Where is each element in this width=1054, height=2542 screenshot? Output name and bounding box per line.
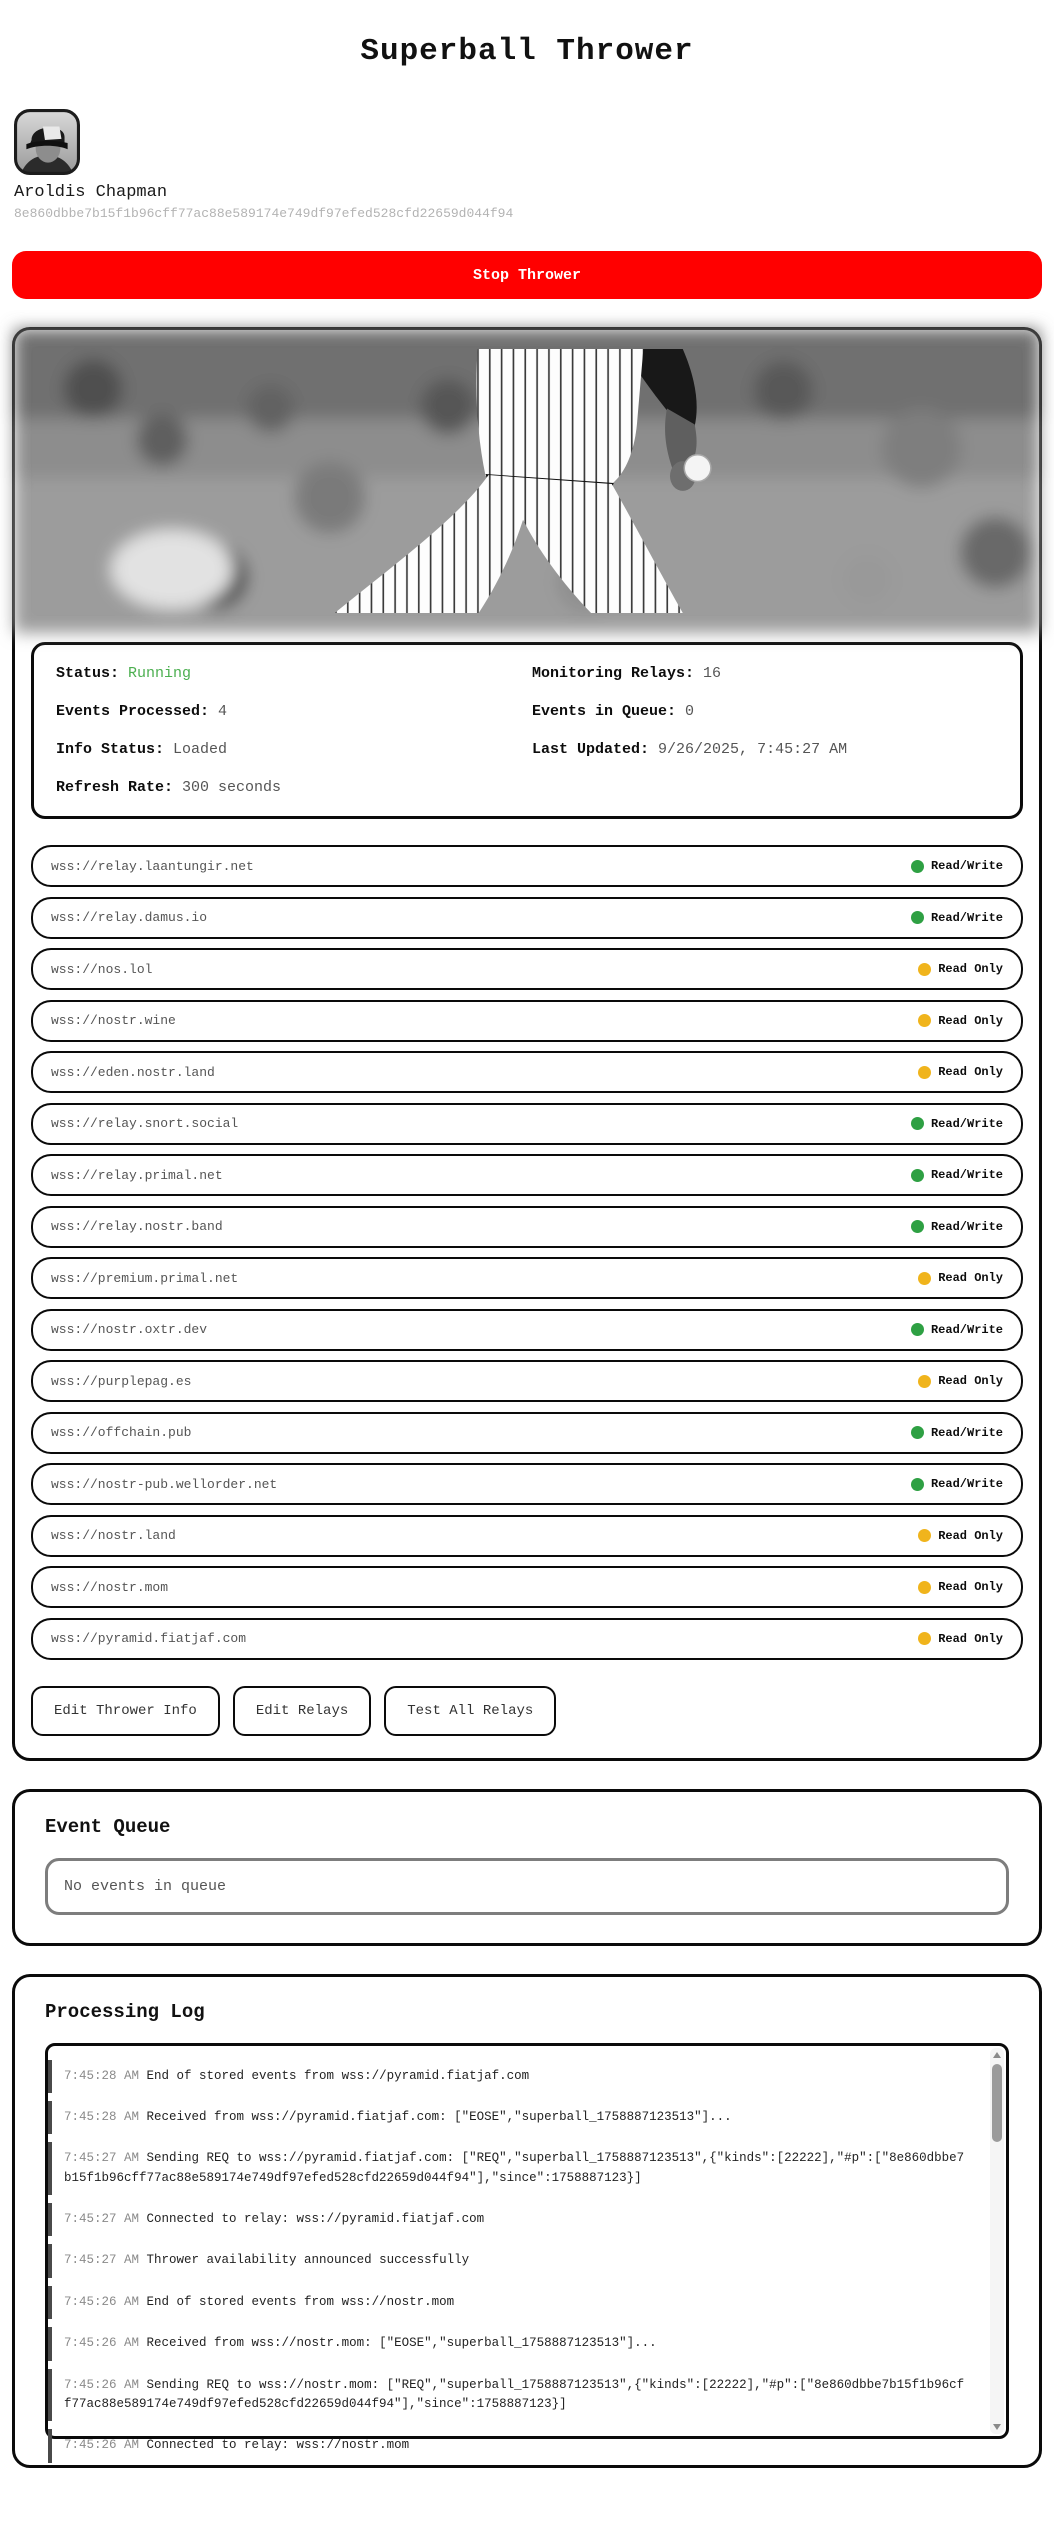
relay-status-dot-icon — [918, 963, 931, 976]
log-message: Connected to relay: wss://nostr.mom — [146, 2438, 410, 2453]
scrollbar-up-arrow-icon[interactable] — [993, 2052, 1001, 2058]
log-entry — [48, 2327, 980, 2360]
status-field — [56, 779, 522, 796]
processing-log-panel — [12, 1974, 1042, 2468]
relay-access-label: Read Only — [938, 962, 1003, 976]
status-value: 16 — [703, 665, 722, 682]
log-entry — [48, 2101, 980, 2134]
log-entry — [48, 2429, 980, 2462]
relay-url: wss://relay.snort.social — [51, 1116, 239, 1131]
relay-row — [31, 1257, 1023, 1299]
relay-row — [31, 1000, 1023, 1042]
log-message: Received from wss://nostr.mom: ["EOSE","superball_1758887123513"]... — [146, 2336, 657, 2351]
status-field — [532, 741, 998, 758]
log-message: End of stored events from wss://nostr.mom — [146, 2294, 455, 2309]
relay-access-label: Read/Write — [930, 1322, 1003, 1337]
event-queue-panel — [12, 1789, 1042, 1946]
log-entry — [48, 2369, 980, 2422]
profile-name: Aroldis Chapman — [14, 183, 168, 202]
log-message: Thrower availability announced successfully — [146, 2253, 470, 2268]
relay-status-badge — [911, 1477, 1003, 1491]
log-entry — [48, 2142, 980, 2195]
relay-status-badge — [918, 1632, 1003, 1646]
status-label: Info Status: — [56, 741, 165, 758]
relay-url: wss://premium.primal.net — [51, 1270, 239, 1286]
relay-row — [31, 1515, 1023, 1557]
edit-relays-button[interactable]: Edit Relays — [233, 1686, 371, 1736]
relay-row — [31, 897, 1023, 939]
log-message: End of stored events from wss://pyramid.fiatjaf.com — [146, 2068, 530, 2083]
relay-url: wss://nostr.wine — [51, 1013, 176, 1028]
relay-row — [31, 1566, 1023, 1608]
relay-access-label: Read Only — [938, 1580, 1003, 1594]
status-field — [56, 741, 522, 758]
relay-status-dot-icon — [918, 1066, 931, 1079]
relay-status-badge — [918, 1529, 1003, 1543]
status-label: Events Processed: — [56, 703, 210, 720]
log-timestamp: 7:45:28 AM — [64, 2068, 140, 2083]
processing-log-heading: Processing Log — [45, 2000, 205, 2023]
relay-access-label: Read/Write — [930, 1425, 1003, 1440]
log-entry — [48, 2060, 980, 2093]
relay-row — [31, 1206, 1023, 1248]
relay-access-label: Read/Write — [930, 910, 1003, 925]
relay-status-dot-icon — [918, 1014, 931, 1027]
relay-access-label: Read/Write — [930, 1168, 1003, 1182]
relay-access-label: Read Only — [938, 1528, 1003, 1543]
relay-status-badge — [911, 1220, 1003, 1234]
relay-status-dot-icon — [918, 1632, 931, 1645]
relay-status-badge — [918, 1374, 1003, 1388]
status-label: Refresh Rate: — [56, 779, 174, 796]
relay-access-label: Read/Write — [930, 1116, 1003, 1131]
relay-url: wss://nostr.mom — [51, 1579, 169, 1595]
test-all-relays-button[interactable]: Test All Relays — [384, 1686, 556, 1736]
log-timestamp: 7:45:27 AM — [64, 2253, 140, 2268]
relay-row — [31, 948, 1023, 990]
log-message: Received from wss://pyramid.fiatjaf.com: ["EOSE","superball_1758887123513"]... — [146, 2109, 732, 2124]
log-scrollbar[interactable] — [990, 2048, 1004, 2434]
status-value: 0 — [685, 703, 695, 720]
relay-status-badge — [911, 1117, 1003, 1131]
relay-status-badge — [918, 1014, 1003, 1028]
status-label: Monitoring Relays: — [532, 665, 695, 682]
status-value: 9/26/2025, 7:45:27 AM — [658, 741, 848, 758]
log-timestamp: 7:45:26 AM — [64, 2438, 140, 2453]
relay-url: wss://nos.lol — [51, 961, 153, 977]
relay-row — [31, 1360, 1023, 1402]
relay-status-dot-icon — [918, 1272, 931, 1285]
relay-status-badge — [918, 962, 1003, 976]
panel-actions — [31, 1686, 1023, 1736]
status-field — [532, 665, 998, 682]
log-timestamp: 7:45:26 AM — [64, 2377, 140, 2392]
relay-access-label: Read/Write — [930, 859, 1003, 873]
relay-url: wss://offchain.pub — [51, 1425, 192, 1440]
relay-url: wss://relay.primal.net — [51, 1167, 223, 1183]
scrollbar-down-arrow-icon[interactable] — [993, 2424, 1001, 2430]
status-label: Events in Queue: — [532, 703, 677, 720]
log-entry — [48, 2203, 980, 2236]
relay-row — [31, 1309, 1023, 1351]
relay-url: wss://relay.nostr.band — [51, 1219, 223, 1234]
avatar — [14, 109, 80, 175]
relay-status-dot-icon — [911, 1220, 924, 1233]
processing-log-scroll-area[interactable] — [45, 2043, 1009, 2453]
profile-block — [14, 109, 1040, 221]
scrollbar-thumb[interactable] — [992, 2064, 1002, 2142]
relay-url: wss://nostr.land — [51, 1528, 176, 1543]
status-value: 4 — [218, 703, 228, 720]
relay-access-label: Read Only — [938, 1374, 1003, 1388]
relay-status-dot-icon — [918, 1375, 931, 1388]
relay-status-badge — [911, 1323, 1003, 1337]
relay-url: wss://relay.damus.io — [51, 910, 208, 925]
relay-status-badge — [911, 1168, 1003, 1182]
relay-status-badge — [918, 1271, 1003, 1285]
relay-access-label: Read Only — [938, 1065, 1003, 1079]
pitcher-photo-image — [34, 349, 1020, 613]
profile-pubkey: 8e860dbbe7b15f1b96cff77ac88e589174e749df97efed528cfd22659d044f94 — [14, 206, 514, 221]
relay-access-label: Read Only — [938, 1631, 1003, 1646]
event-queue-heading: Event Queue — [45, 1815, 171, 1838]
relay-status-dot-icon — [918, 1529, 931, 1542]
relay-status-badge — [911, 859, 1003, 873]
log-timestamp: 7:45:27 AM — [64, 2151, 140, 2166]
status-value: Running — [128, 665, 192, 682]
relay-url: wss://relay.laantungir.net — [51, 858, 254, 874]
relay-url: wss://pyramid.fiatjaf.com — [51, 1631, 247, 1646]
status-label: Last Updated: — [532, 741, 650, 758]
status-field — [56, 703, 522, 720]
log-timestamp: 7:45:26 AM — [64, 2336, 140, 2351]
relay-status-badge — [918, 1580, 1003, 1594]
avatar-photo-icon — [14, 109, 80, 175]
status-value: 300 seconds — [182, 779, 282, 796]
log-message: Connected to relay: wss://pyramid.fiatjaf.com — [146, 2212, 485, 2226]
log-entry — [48, 2244, 980, 2277]
status-field — [532, 703, 998, 720]
relay-status-dot-icon — [918, 1581, 931, 1594]
relay-row — [31, 845, 1023, 887]
relay-status-badge — [918, 1065, 1003, 1079]
relay-row — [31, 1463, 1023, 1505]
log-message: Sending REQ to wss://nostr.mom: ["REQ","superball_1758887123513",{"kinds":[22222],"#p":["8e860dbbe7b15f1b96cff77ac88e589174e749df97efed528cfd22659d044f94"],"since":1758887123}] — [64, 2377, 965, 2411]
relay-access-label: Read/Write — [930, 1477, 1003, 1491]
relay-status-dot-icon — [911, 1169, 924, 1182]
relay-status-dot-icon — [911, 1426, 924, 1439]
relay-url: wss://nostr.oxtr.dev — [51, 1322, 208, 1337]
relay-access-label: Read Only — [938, 1013, 1003, 1028]
edit-thrower-info-button[interactable]: Edit Thrower Info — [31, 1686, 220, 1736]
stop-thrower-button[interactable]: Stop Thrower — [12, 251, 1042, 299]
relay-url: wss://nostr-pub.wellorder.net — [51, 1476, 278, 1492]
thrower-panel — [12, 327, 1042, 1761]
relay-row — [31, 1103, 1023, 1145]
relay-access-label: Read/Write — [930, 1219, 1003, 1234]
relay-url: wss://eden.nostr.land — [51, 1064, 215, 1080]
relay-access-label: Read Only — [938, 1271, 1003, 1285]
status-value: Loaded — [173, 741, 228, 758]
relay-list — [31, 845, 1023, 1660]
log-timestamp: 7:45:28 AM — [64, 2109, 140, 2124]
relay-status-dot-icon — [911, 1478, 924, 1491]
status-panel — [31, 642, 1023, 819]
relay-status-dot-icon — [911, 1117, 924, 1130]
relay-status-dot-icon — [911, 860, 924, 873]
log-message: Sending REQ to wss://pyramid.fiatjaf.com: ["REQ","superball_1758887123513",{"kinds":[22222],"#p":["8e860dbbe7b15f1b96cff77ac88e589174e749df97efed528cfd22659d044f94"],"since":1758887123}] — [64, 2151, 965, 2185]
pitcher-photo — [31, 346, 1023, 616]
event-queue-empty-message: No events in queue — [45, 1858, 1009, 1915]
log-timestamp: 7:45:27 AM — [64, 2212, 140, 2226]
relay-row — [31, 1154, 1023, 1196]
relay-status-badge — [911, 1426, 1003, 1440]
relay-row — [31, 1618, 1023, 1660]
page-title: Superball Thrower — [360, 34, 694, 69]
relay-url: wss://purplepag.es — [51, 1373, 192, 1389]
relay-status-dot-icon — [911, 911, 924, 924]
status-field — [56, 665, 522, 682]
relay-row — [31, 1412, 1023, 1454]
relay-status-dot-icon — [911, 1323, 924, 1336]
status-label: Status: — [56, 665, 120, 682]
log-timestamp: 7:45:26 AM — [64, 2294, 140, 2309]
relay-status-badge — [911, 911, 1003, 925]
relay-row — [31, 1051, 1023, 1093]
log-entry — [48, 2286, 980, 2319]
